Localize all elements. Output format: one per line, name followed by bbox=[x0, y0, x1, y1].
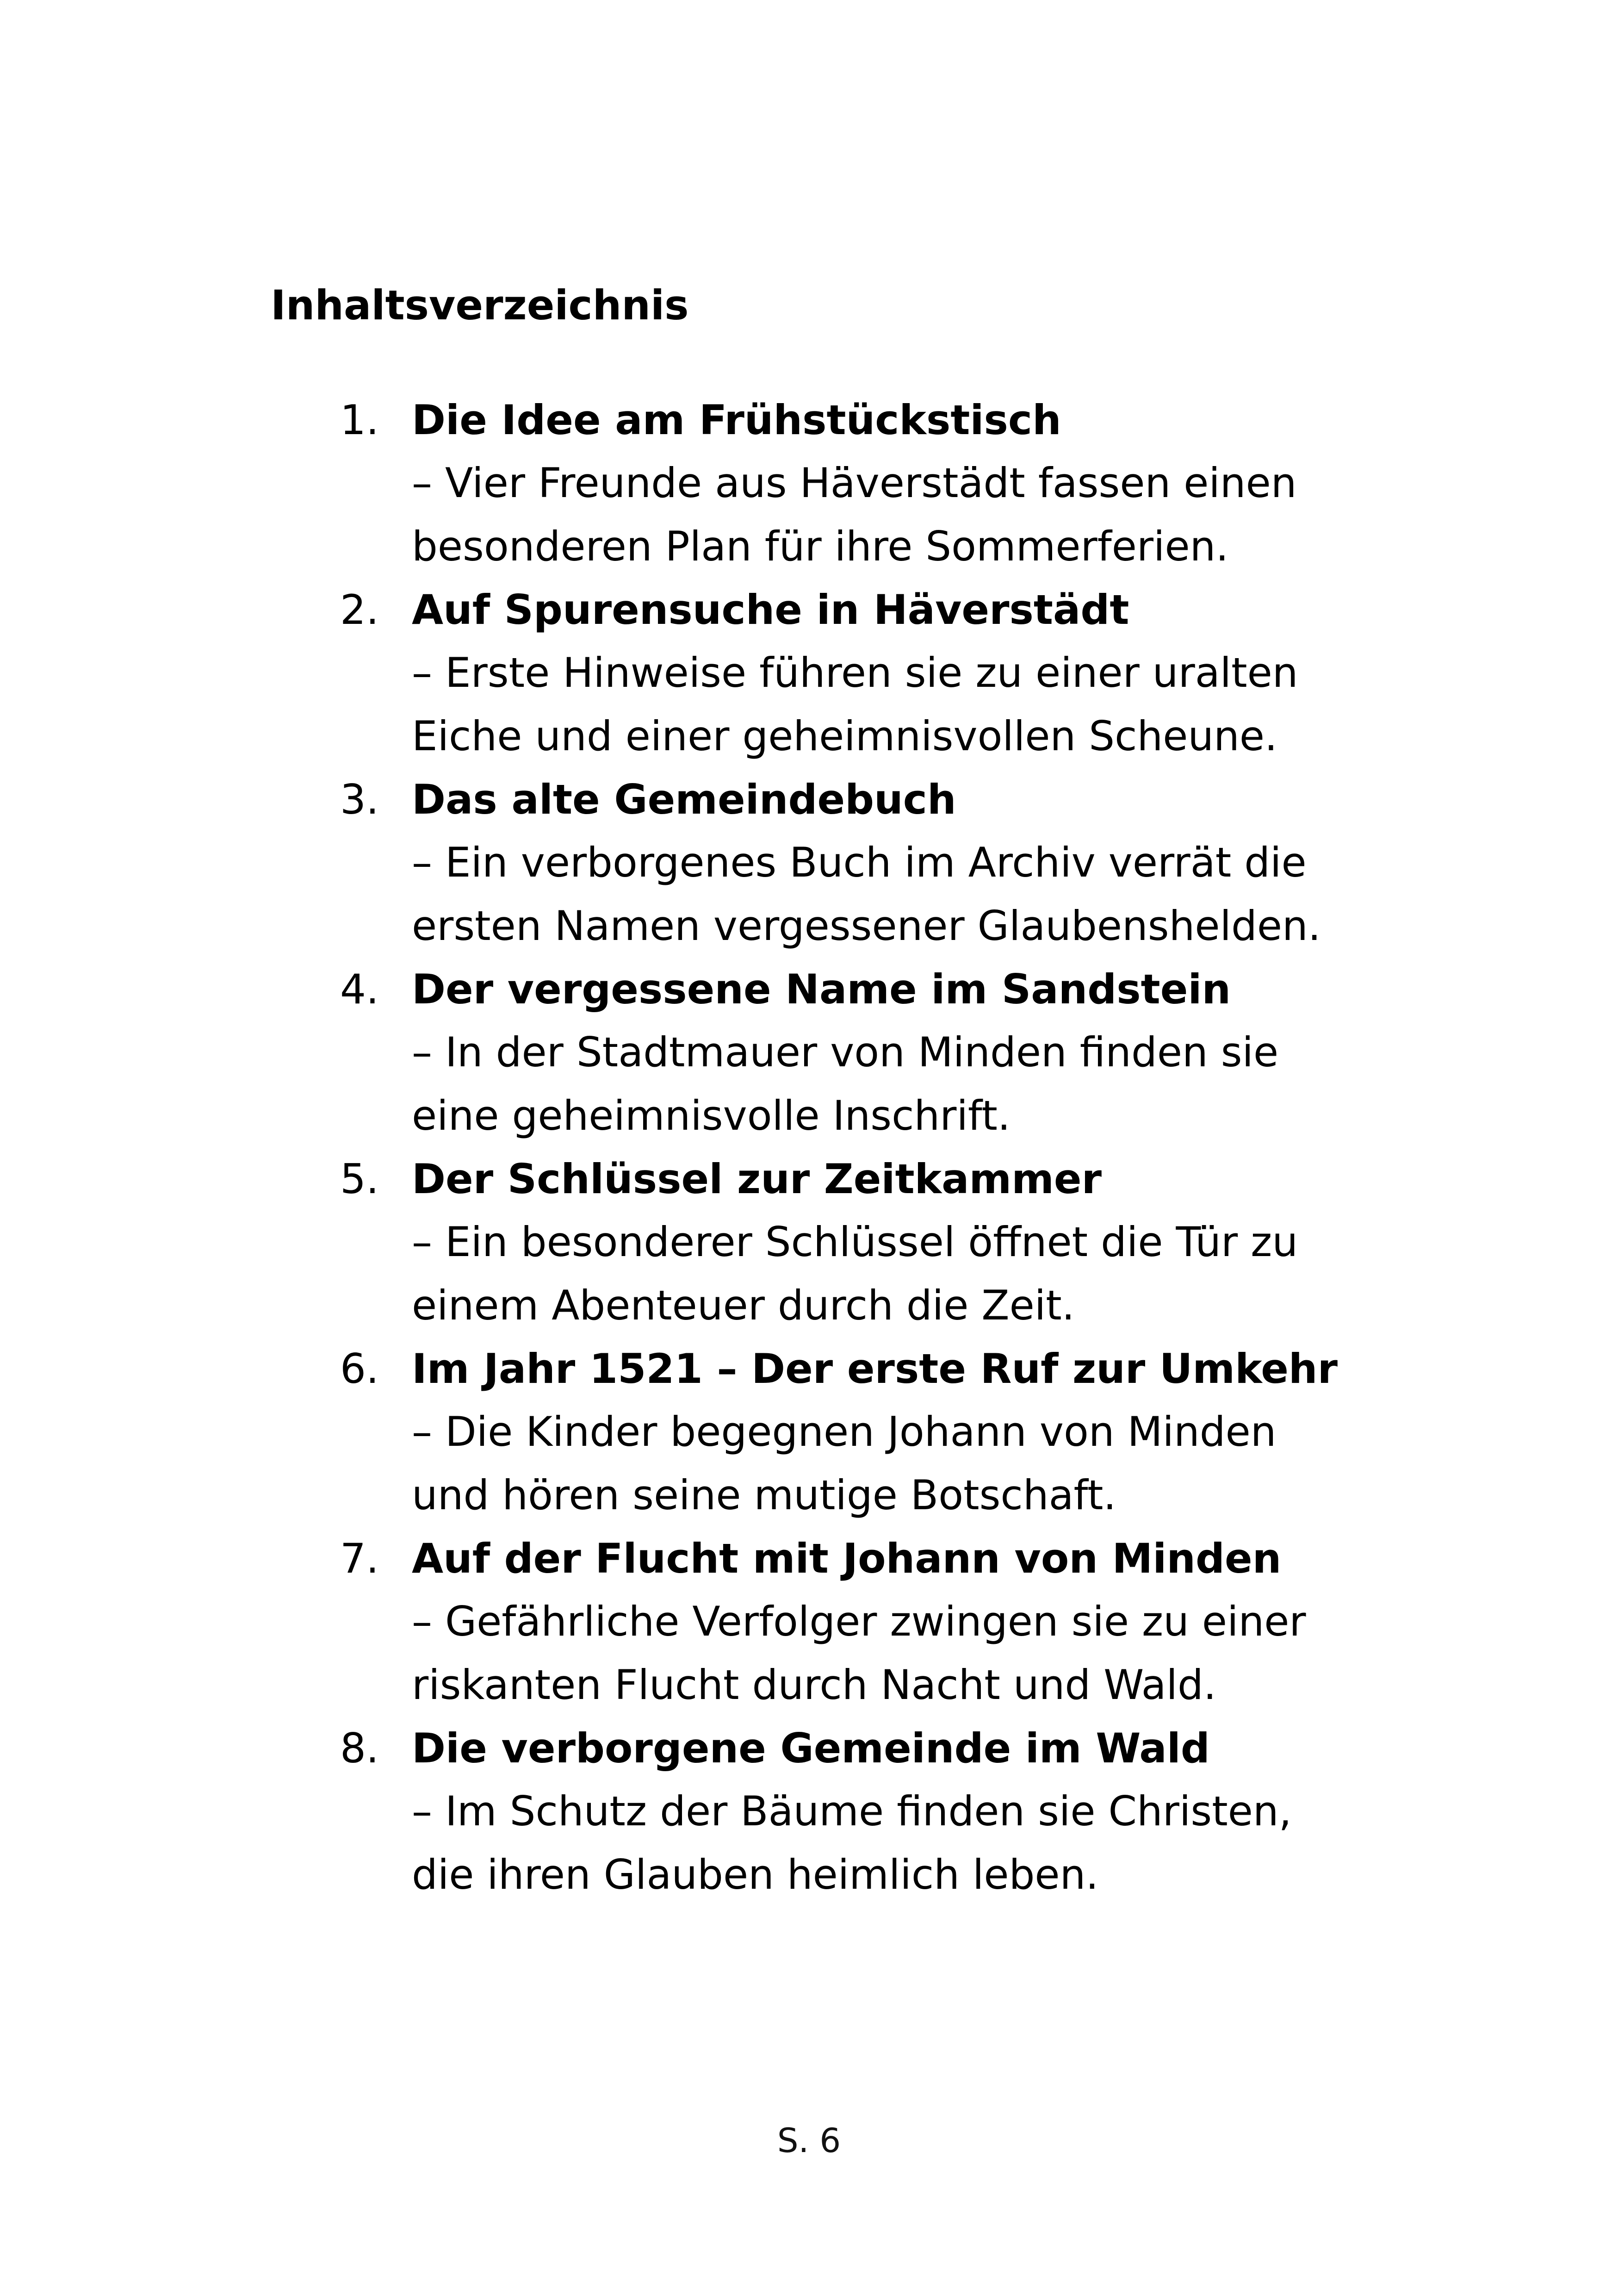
entry-description-line: und hören seine mutige Botschaft. bbox=[412, 1471, 1116, 1519]
entry-body bbox=[412, 579, 1337, 768]
entry-description-line: – Im Schutz der Bäume finden sie Christen, bbox=[412, 1787, 1292, 1835]
entry-description-line: – Die Kinder begegnen Johann von Minden bbox=[412, 1408, 1277, 1456]
entry-number: 8. bbox=[340, 1724, 379, 1772]
entry-title: Im Jahr 1521 – Der erste Ruf zur Umkehr bbox=[412, 1345, 1338, 1393]
page-title: Inhaltsverzeichnis bbox=[271, 281, 689, 329]
entry-body bbox=[412, 958, 1337, 1147]
entry-title: Der vergessene Name im Sandstein bbox=[412, 965, 1231, 1013]
entry-body bbox=[412, 1717, 1337, 1906]
entry-title: Der Schlüssel zur Zeitkammer bbox=[412, 1155, 1102, 1203]
entry-title: Die verborgene Gemeinde im Wald bbox=[412, 1724, 1210, 1772]
toc-entry bbox=[0, 389, 1618, 579]
entry-title: Auf der Flucht mit Johann von Minden bbox=[412, 1535, 1282, 1582]
entry-description-line: besonderen Plan für ihre Sommerferien. bbox=[412, 523, 1229, 570]
entry-description-line: die ihren Glauben heimlich leben. bbox=[412, 1851, 1099, 1898]
toc-entry bbox=[0, 768, 1618, 958]
entry-description-line: riskanten Flucht durch Nacht und Wald. bbox=[412, 1661, 1216, 1709]
entry-number: 5. bbox=[340, 1155, 379, 1203]
toc-entry bbox=[0, 579, 1618, 768]
entry-description-line: einem Abenteuer durch die Zeit. bbox=[412, 1282, 1075, 1329]
entry-body bbox=[412, 768, 1337, 958]
entry-body bbox=[412, 1148, 1337, 1337]
entry-number: 6. bbox=[340, 1345, 379, 1393]
entry-description-line: Eiche und einer geheimnisvollen Scheune. bbox=[412, 712, 1278, 760]
toc-entry bbox=[0, 1527, 1618, 1717]
entry-description-line: eine geheimnisvolle Inschrift. bbox=[412, 1092, 1010, 1139]
entry-body bbox=[412, 1338, 1337, 1527]
entry-description-line: – Vier Freunde aus Häverstädt fassen einen bbox=[412, 459, 1297, 507]
entry-number: 3. bbox=[340, 776, 379, 823]
entry-number: 4. bbox=[340, 965, 379, 1013]
toc-entry bbox=[0, 958, 1618, 1148]
entry-number: 7. bbox=[340, 1535, 379, 1582]
entry-description-line: – Ein besonderer Schlüssel öffnet die Tür zu bbox=[412, 1218, 1298, 1266]
entry-number: 2. bbox=[340, 586, 379, 634]
entry-number: 1. bbox=[340, 396, 379, 444]
entry-description-line: – In der Stadtmauer von Minden finden sie bbox=[412, 1028, 1279, 1076]
entry-body bbox=[412, 389, 1337, 578]
entry-description-line: – Gefährliche Verfolger zwingen sie zu einer bbox=[412, 1598, 1306, 1645]
entry-description-line: – Ein verborgenes Buch im Archiv verrät die bbox=[412, 839, 1307, 886]
toc-entry bbox=[0, 1717, 1618, 1907]
entry-title: Auf Spurensuche in Häverstädt bbox=[412, 586, 1129, 634]
entry-title: Das alte Gemeindebuch bbox=[412, 776, 956, 823]
table-of-contents bbox=[0, 389, 1618, 1907]
entry-description-line: – Erste Hinweise führen sie zu einer uralten bbox=[412, 649, 1298, 697]
toc-entry bbox=[0, 1338, 1618, 1527]
toc-entry bbox=[0, 1148, 1618, 1338]
entry-body bbox=[412, 1527, 1337, 1717]
page-number: S. 6 bbox=[777, 2121, 841, 2160]
entry-title: Die Idee am Frühstückstisch bbox=[412, 396, 1061, 444]
entry-description-line: ersten Namen vergessener Glaubenshelden. bbox=[412, 902, 1321, 950]
